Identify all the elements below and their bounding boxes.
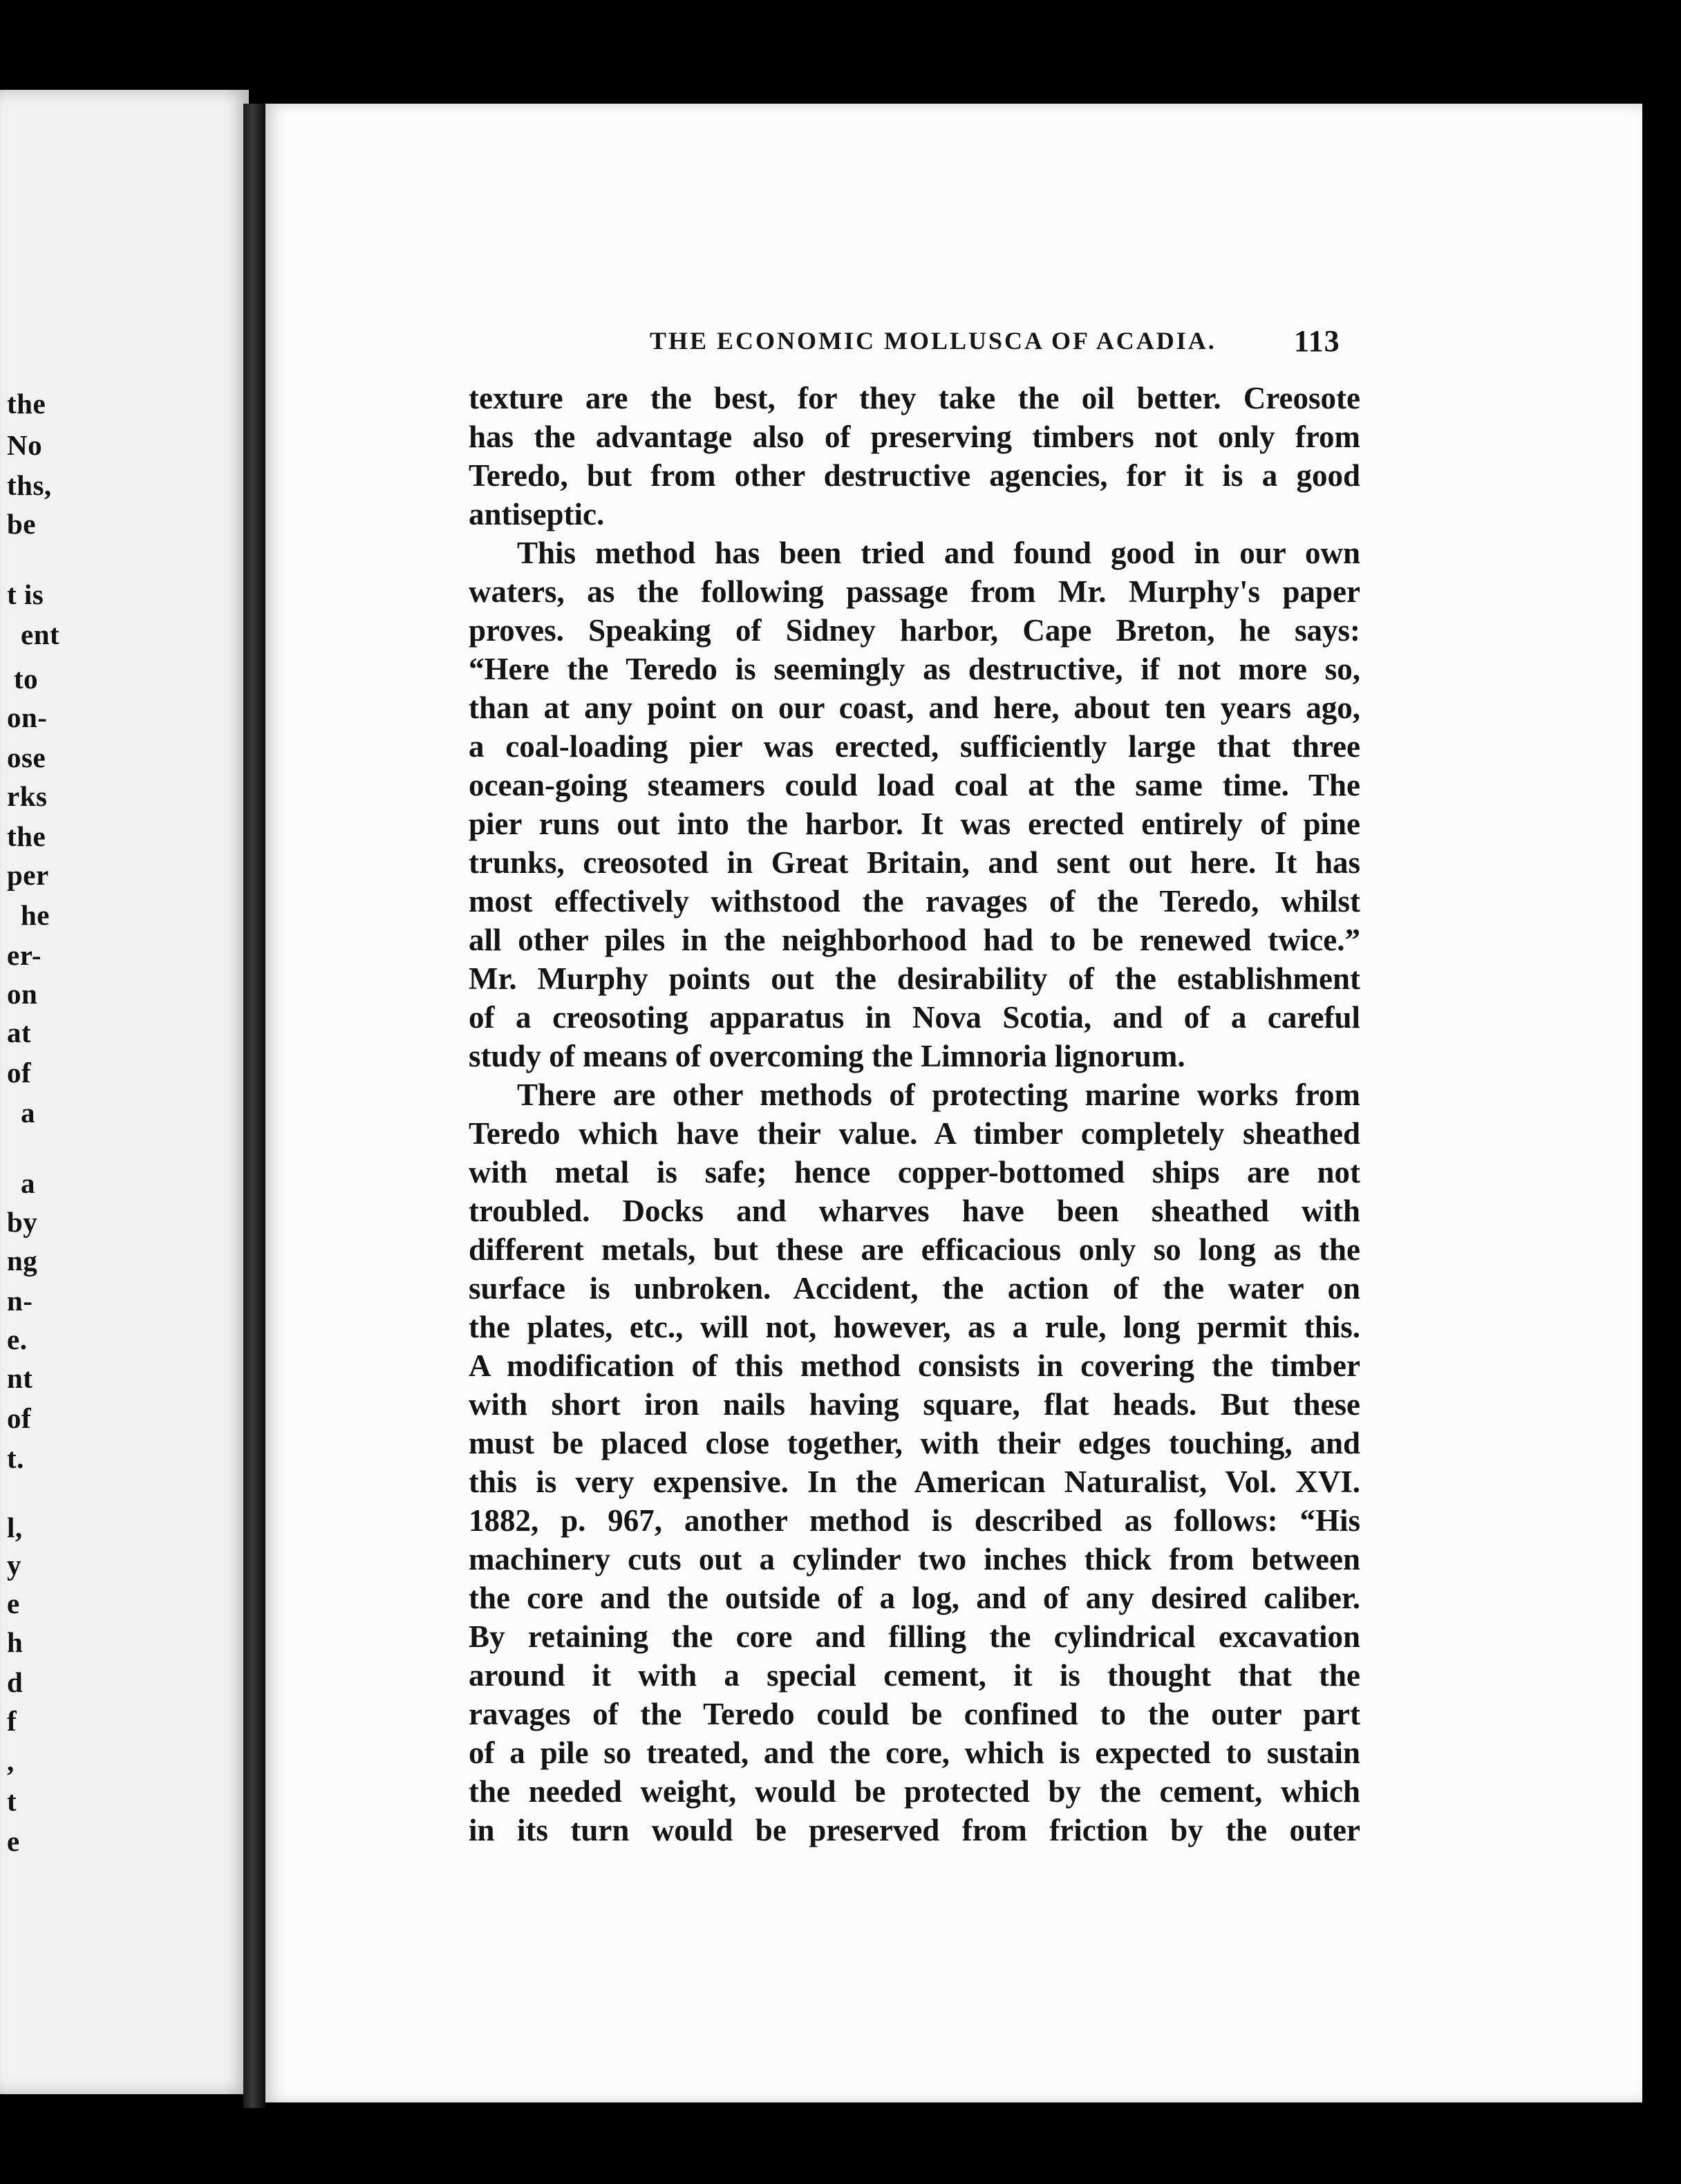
- left-page-fragment: f: [7, 1705, 17, 1737]
- left-page-fragment: of: [7, 1402, 32, 1434]
- left-page-fragment: at: [7, 1017, 32, 1048]
- text-line: than at any point on our coast, and here, about ten years ago,: [469, 690, 1360, 725]
- left-page-fragment: l,: [7, 1512, 23, 1543]
- text-line: trunks, creosoted in Great Britain, and sent out here. It has: [469, 845, 1360, 880]
- text-line: Teredo, but from other destructive agencies, for it is a good: [469, 458, 1360, 493]
- text-line: ravages of the Teredo could be confined to the outer part: [469, 1697, 1360, 1731]
- left-page-fragment: nt: [7, 1362, 33, 1394]
- left-page-fragment: the: [7, 820, 46, 852]
- left-page-fragment: ,: [7, 1745, 15, 1777]
- text-line: a coal-loading pier was erected, sufficiently large that three: [469, 729, 1360, 764]
- text-line: most effectively withstood the ravages of the Teredo, whilst: [469, 884, 1360, 919]
- text-line: study of means of overcoming the Limnoria lignorum.: [469, 1039, 1185, 1073]
- text-line: troubled. Docks and wharves have been sheathed with: [469, 1194, 1360, 1228]
- text-line: of a pile so treated, and the core, which is expected to sustain: [469, 1735, 1360, 1770]
- text-line: with short iron nails having square, flat heads. But these: [469, 1387, 1360, 1422]
- text-line: texture are the best, for they take the oil better. Creosote: [469, 381, 1360, 415]
- text-line: in its turn would be preserved from friction by the outer: [469, 1813, 1360, 1847]
- text-line: must be placed close together, with their edges touching, and: [469, 1426, 1360, 1460]
- left-page-fragment: ths,: [7, 469, 52, 501]
- text-line: antiseptic.: [469, 497, 605, 531]
- left-page-fragment: ose: [7, 742, 46, 773]
- left-page-fragment: a: [21, 1167, 35, 1199]
- text-line: 1882, p. 967, another method is described as follows: “His: [469, 1503, 1360, 1538]
- left-page-fragment: ent: [21, 619, 60, 650]
- left-page-fragment: e.: [7, 1324, 28, 1355]
- text-line: with metal is safe; hence copper-bottomed ships are not: [469, 1155, 1360, 1189]
- left-page-fragment: t.: [7, 1442, 24, 1474]
- left-page-fragment: e: [7, 1588, 20, 1619]
- left-page-fragment: d: [7, 1666, 24, 1698]
- left-page-fragment: he: [21, 899, 50, 931]
- left-page-fragment: on-: [7, 702, 48, 733]
- text-line: There are other methods of protecting marine works from: [517, 1077, 1360, 1112]
- left-page-edge: [0, 90, 249, 2094]
- text-line: has the advantage also of preserving timbers not only from: [469, 420, 1360, 454]
- left-page-fragment: y: [7, 1549, 21, 1581]
- left-page-fragment: No: [7, 429, 43, 461]
- text-line: A modification of this method consists in covering the timber: [469, 1348, 1360, 1383]
- text-line: around it with a special cement, it is thought that the: [469, 1658, 1360, 1693]
- left-page-fragment: e: [7, 1825, 20, 1857]
- text-line: machinery cuts out a cylinder two inches thick from between: [469, 1542, 1360, 1576]
- text-line: waters, as the following passage from Mr. Murphy's paper: [469, 574, 1360, 609]
- left-page-fragment: the: [7, 388, 46, 420]
- left-page-fragment: n-: [7, 1285, 33, 1317]
- text-line: different metals, but these are efficacious only so long as the: [469, 1232, 1360, 1267]
- left-page-fragment: on: [7, 978, 38, 1010]
- left-page-fragment: t is: [7, 578, 44, 610]
- left-page-fragment: be: [7, 508, 36, 540]
- text-line: Teredo which have their value. A timber completely sheathed: [469, 1116, 1360, 1151]
- left-page-fragment: of: [7, 1057, 32, 1089]
- left-page-fragment: h: [7, 1626, 24, 1658]
- text-line: this is very expensive. In the American Naturalist, Vol. XVI.: [469, 1465, 1360, 1499]
- text-line: “Here the Teredo is seemingly as destructive, if not more so,: [469, 652, 1360, 686]
- text-line: surface is unbroken. Accident, the action of the water on: [469, 1271, 1360, 1306]
- left-page-fragment: per: [7, 859, 49, 891]
- left-page-fragment: rks: [7, 780, 48, 812]
- left-page-fragment: t: [7, 1785, 17, 1817]
- left-page-fragment: er-: [7, 939, 42, 971]
- text-line: the plates, etc., will not, however, as a rule, long permit this.: [469, 1310, 1360, 1344]
- body-text: [469, 379, 1360, 1849]
- left-page-fragment: ng: [7, 1245, 38, 1277]
- text-line: all other piles in the neighborhood had to be renewed twice.”: [469, 923, 1360, 957]
- left-page-fragment: by: [7, 1206, 38, 1238]
- book-gutter: [243, 104, 265, 2108]
- text-line: proves. Speaking of Sidney harbor, Cape Breton, he says:: [469, 613, 1360, 648]
- text-line: of a creosoting apparatus in Nova Scotia, and of a careful: [469, 1000, 1360, 1035]
- text-line: ocean-going steamers could load coal at the same time. The: [469, 768, 1360, 802]
- text-line: the core and the outside of a log, and of any desired caliber.: [469, 1581, 1360, 1615]
- text-line: the needed weight, would be protected by the cement, which: [469, 1774, 1360, 1809]
- text-line: By retaining the core and filling the cylindrical excavation: [469, 1619, 1360, 1654]
- left-page-fragment: to: [14, 663, 39, 695]
- running-head: THE ECONOMIC MOLLUSCA OF ACADIA.: [650, 327, 1217, 355]
- text-line: pier runs out into the harbor. It was erected entirely of pine: [469, 807, 1360, 841]
- page-number: 113: [1294, 324, 1340, 358]
- text-line: Mr. Murphy points out the desirability of the establishment: [469, 961, 1360, 996]
- text-line: This method has been tried and found good in our own: [517, 536, 1360, 570]
- left-page-fragment: a: [21, 1097, 35, 1129]
